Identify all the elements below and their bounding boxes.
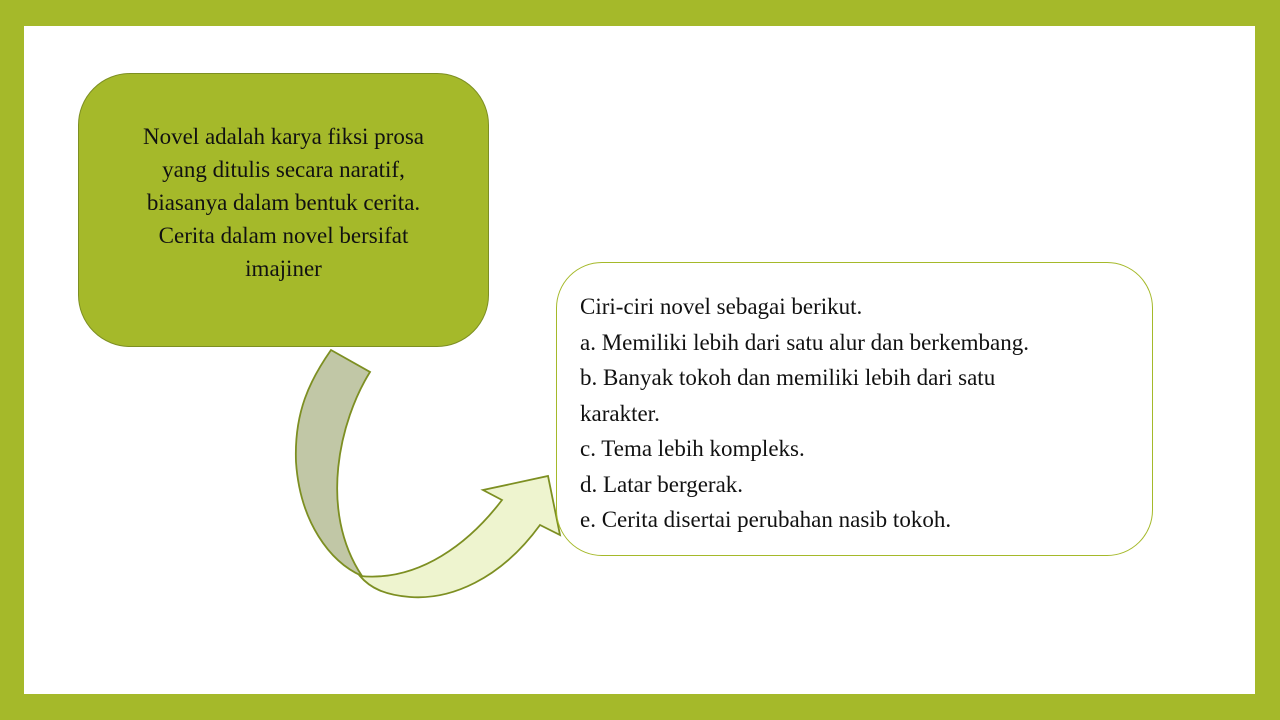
characteristic-item: e. Cerita disertai perubahan nasib tokoh. (580, 507, 952, 532)
characteristic-item: b. Banyak tokoh dan memiliki lebih dari satu karakter. (580, 365, 996, 426)
characteristics-text (580, 289, 1132, 538)
definition-line: yang ditulis secara naratif, (162, 157, 405, 182)
definition-line: Novel adalah karya fiksi prosa (142, 124, 424, 149)
arrow-head (360, 476, 560, 597)
definition-line: biasanya dalam bentuk cerita. (146, 190, 421, 215)
characteristic-item: d. Latar bergerak. (580, 471, 744, 497)
characteristics-heading: Ciri-ciri novel sebagai berikut. (580, 294, 863, 319)
characteristics-box (556, 262, 1153, 556)
definition-line: Cerita dalam novel bersifat (158, 223, 409, 248)
characteristic-item: a. Memiliki lebih dari satu alur dan berkembang. (580, 329, 1030, 355)
definition-line: imajiner (245, 256, 322, 281)
arrow-tail (296, 350, 370, 576)
characteristic-item: c. Tema lebih kompleks. (580, 436, 805, 461)
